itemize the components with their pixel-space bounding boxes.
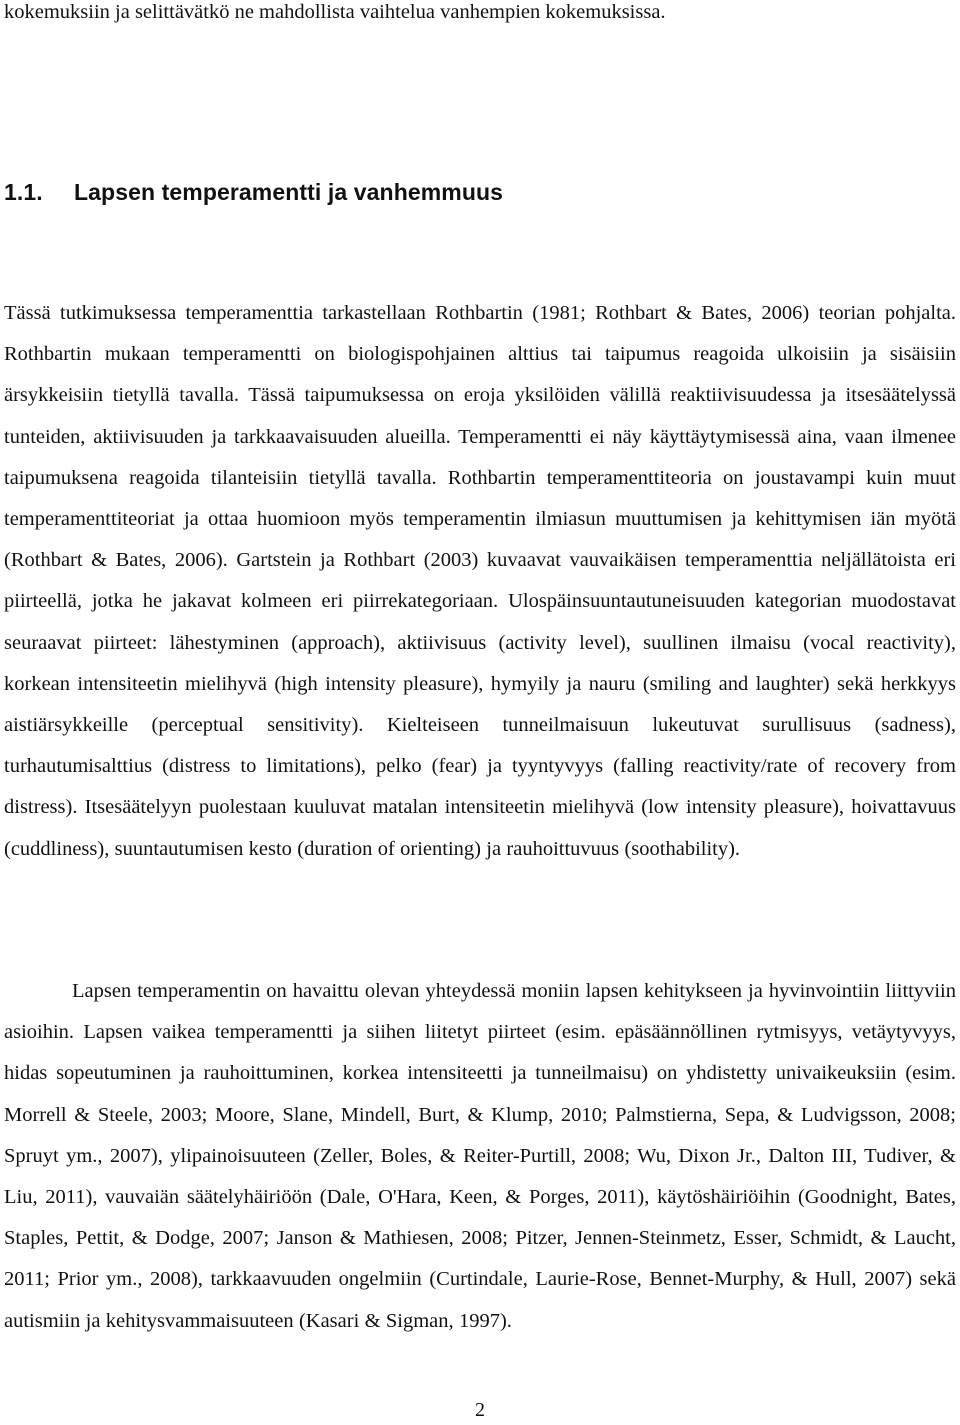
section-number: 1.1. (4, 179, 43, 205)
continued-text-line: kokemuksiin ja selittävätkö ne mahdollista vaihtelua vanhempien kokemuksissa. (4, 1, 666, 23)
body-paragraph-1: Tässä tutkimuksessa temperamenttia tarkastellaan Rothbartin (1981; Rothbart & Bates, 2006) teorian pohjalta. Rothbartin mukaan temperamentti on biologispohjainen alttius tai taipumus reagoida ulkoisiin ja sisäisiin ärsykkeisiin tietyllä tavalla. Tässä taipumuksessa on eroja yksilöiden välillä reaktiivisuudessa ja itsesäätelyssä tunteiden, aktiivisuuden ja tarkkaavaisuuden alueilla. Temperamentti ei näy käyttäytymisessä aina, vaan ilmenee taipumuksena reagoida tilanteisiin tietyllä tavalla. Rothbartin temperamenttiteoria on joustavampi kuin muut temperamenttiteoriat ja ottaa huomioon myös temperamentin ilmiasun muuttumisen ja kehittymisen iän myötä (Rothbart & Bates, 2006). Gartstein ja Rothbart (2003) kuvaavat vauvaikäisen temperamenttia neljällätoista eri piirteellä, jotka he jakavat kolmeen eri piirrekategoriaan. Ulospäinsuuntautuneisuuden kategorian muodostavat seuraavat piirteet: lähestyminen (approach), aktiivisuus (activity level), suullinen ilmaisu (vocal reactivity), korkean intensiteetin mielihyvä (high intensity pleasure), hymyily ja nauru (smiling and laughter) sekä herkkyys aistiärsykkeille (perceptual sensitivity). Kielteiseen tunneilmaisuun lukeutuvat surullisuus (sadness), turhautumisalttius (distress to limitations), pelko (fear) ja tyyntyvyys (falling reactivity/rate of recovery from distress). Itsesäätelyyn puolestaan kuuluvat matalan intensiteetin mielihyvä (low intensity pleasure), hoivattavuus (cuddliness), suuntautumisen kesto (duration of orienting) ja rauhoittuvuus (soothability). (4, 302, 956, 860)
section-title: Lapsen temperamentti ja vanhemmuus (74, 179, 504, 205)
body-paragraph-2: Lapsen temperamentin on havaittu olevan yhteydessä moniin lapsen kehitykseen ja hyvinvointiin liittyviin asioihin. Lapsen vaikea temperamentti ja siihen liitetyt piirteet (esim. epäsäännöllinen rytmisyys, vetäytyvyys, hidas sopeutuminen ja rauhoittuminen, korkea intensiteetti ja tunneilmaisu) on yhdistetty univaikeuksiin (esim. Morrell & Steele, 2003; Moore, Slane, Mindell, Burt, & Klump, 2010; Palmstierna, Sepa, & Ludvigsson, 2008; Spruyt ym., 2007), ylipainoisuuteen (Zeller, Boles, & Reiter-Purtill, 2008; Wu, Dixon Jr., Dalton III, Tudiver, & Liu, 2011), vauvaiän säätelyhäiriöön (Dale, O'Hara, Keen, & Porges, 2011), käytöshäiriöihin (Goodnight, Bates, Staples, Pettit, & Dodge, 2007; Janson & Mathiesen, 2008; Pitzer, Jennen-Steinmetz, Esser, Schmidt, & Laucht, 2011; Prior ym., 2008), tarkkaavuuden ongelmiin (Curtindale, Laurie-Rose, Bennet-Murphy, & Hull, 2007) sekä autismiin ja kehitysvammaisuuteen (Kasari & Sigman, 1997). (4, 980, 956, 1332)
body-paragraph-2-container (0, 971, 960, 1342)
page-number: 2 (475, 1399, 485, 1421)
section-heading (4, 170, 503, 214)
